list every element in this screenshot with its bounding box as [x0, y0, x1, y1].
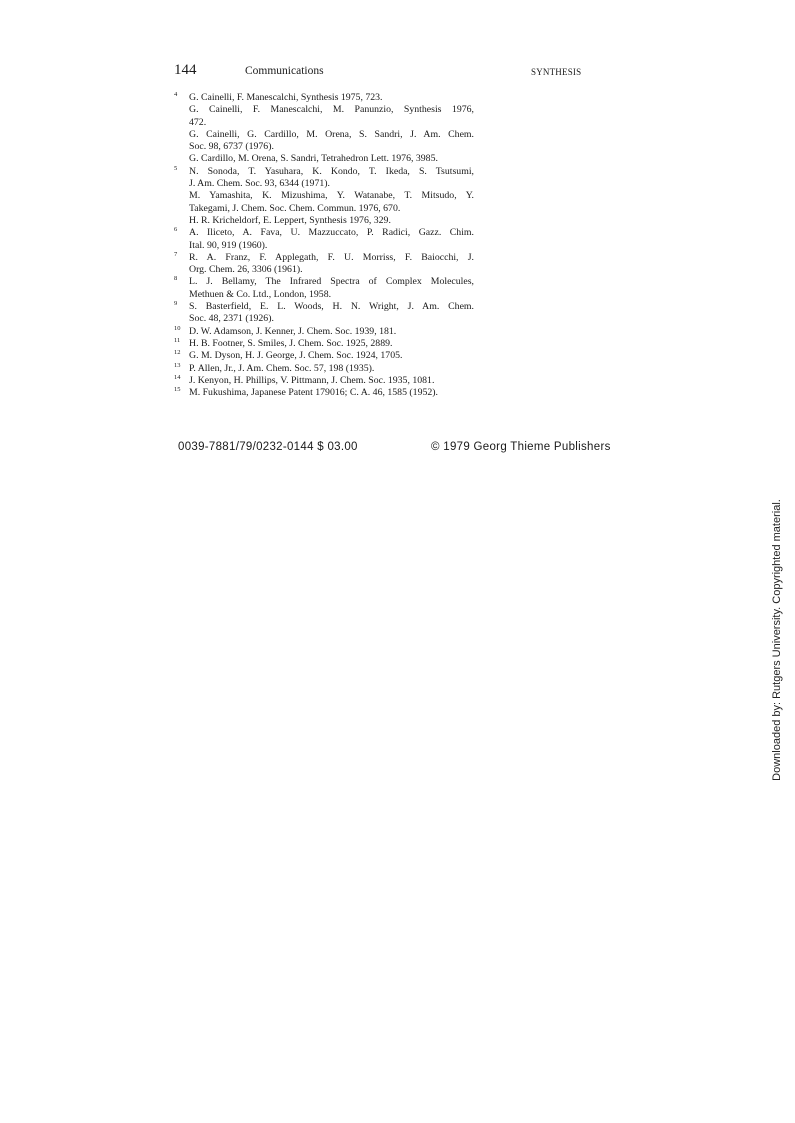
- reference-line: D. W. Adamson, J. Kenner, J. Chem. Soc. 1939, 181.: [189, 325, 397, 337]
- reference-line: R. A. Franz, F. Applegath, F. U. Morriss, F. Baiocchi, J.: [189, 251, 474, 263]
- reference-number: 14: [174, 373, 181, 381]
- reference-item: [174, 166, 474, 227]
- download-watermark: Downloaded by: Rutgers University. Copyrighted material.: [771, 499, 783, 781]
- reference-line: S. Basterfield, E. L. Woods, H. N. Wright, J. Am. Chem.: [189, 301, 474, 313]
- reference-line: H. R. Kricheldorf, E. Leppert, Synthesis 1976, 329.: [189, 214, 391, 226]
- reference-number: 7: [174, 250, 178, 258]
- reference-line: G. M. Dyson, H. J. George, J. Chem. Soc. 1924, 1705.: [189, 350, 403, 362]
- reference-line: P. Allen, Jr., J. Am. Chem. Soc. 57, 198 (1935).: [189, 362, 375, 374]
- reference-line: M. Fukushima, Japanese Patent 179016; C. A. 46, 1585 (1952).: [189, 387, 438, 399]
- reference-line: Takegami, J. Chem. Soc. Chem. Commun. 1976, 670.: [189, 202, 401, 214]
- reference-line: Org. Chem. 26, 3306 (1961).: [189, 264, 303, 276]
- page-number: 144: [174, 62, 197, 78]
- reference-number: 5: [174, 164, 178, 172]
- reference-number: 6: [174, 226, 178, 234]
- copyright-line: © 1979 Georg Thieme Publishers: [431, 441, 611, 453]
- reference-line: Ital. 90, 919 (1960).: [189, 239, 268, 251]
- reference-line: 472.: [189, 116, 207, 128]
- section-title: Communications: [245, 65, 324, 77]
- reference-line: Methuen & Co. Ltd., London, 1958.: [189, 288, 332, 300]
- journal-name: SYNTHESIS: [531, 67, 582, 77]
- reference-number: 9: [174, 300, 178, 308]
- reference-item: [174, 363, 474, 375]
- reference-item: [174, 227, 474, 252]
- reference-item: [174, 350, 474, 362]
- reference-line: Soc. 48, 2371 (1926).: [189, 313, 274, 325]
- reference-line: L. J. Bellamy, The Infrared Spectra of Complex Molecules,: [189, 276, 474, 288]
- reference-line: N. Sonoda, T. Yasuhara, K. Kondo, T. Ikeda, S. Tsutsumi,: [189, 165, 474, 177]
- reference-item: [174, 375, 474, 387]
- reference-line: G. Cainelli, G. Cardillo, M. Orena, S. Sandri, J. Am. Chem.: [189, 128, 474, 140]
- reference-item: [174, 326, 474, 338]
- reference-item: [174, 387, 474, 399]
- reference-line: G. Cainelli, F. Manescalchi, Synthesis 1975, 723.: [189, 92, 383, 103]
- reference-list: [174, 92, 474, 399]
- reference-number: 15: [174, 386, 181, 394]
- reference-line: G. Cardillo, M. Orena, S. Sandri, Tetrahedron Lett. 1976, 3985.: [189, 153, 438, 165]
- issn-price-line: 0039-7881/79/0232-0144 $ 03.00: [178, 441, 358, 453]
- reference-number: 4: [174, 91, 178, 98]
- reference-number: 11: [174, 336, 181, 344]
- reference-number: 10: [174, 324, 181, 332]
- reference-line: Soc. 98, 6737 (1976).: [189, 141, 274, 153]
- reference-number: 8: [174, 275, 178, 283]
- reference-line: A. Iliceto, A. Fava, U. Mazzuccato, P. Radici, Gazz. Chim.: [189, 227, 474, 239]
- reference-number: 13: [174, 361, 181, 369]
- reference-item: [174, 338, 474, 350]
- reference-item: [174, 252, 474, 277]
- reference-line: J. Kenyon, H. Phillips, V. Pittmann, J. Chem. Soc. 1935, 1081.: [189, 374, 435, 386]
- reference-line: G. Cainelli, F. Manescalchi, M. Panunzio, Synthesis 1976,: [189, 104, 474, 116]
- reference-item: [174, 301, 474, 326]
- reference-line: J. Am. Chem. Soc. 93, 6344 (1971).: [189, 178, 330, 190]
- reference-item: [174, 276, 474, 301]
- reference-line: M. Yamashita, K. Mizushima, Y. Watanabe, T. Mitsudo, Y.: [189, 190, 474, 202]
- reference-number: 12: [174, 349, 181, 357]
- reference-line: H. B. Footner, S. Smiles, J. Chem. Soc. 1925, 2889.: [189, 337, 393, 349]
- reference-item: [174, 92, 474, 166]
